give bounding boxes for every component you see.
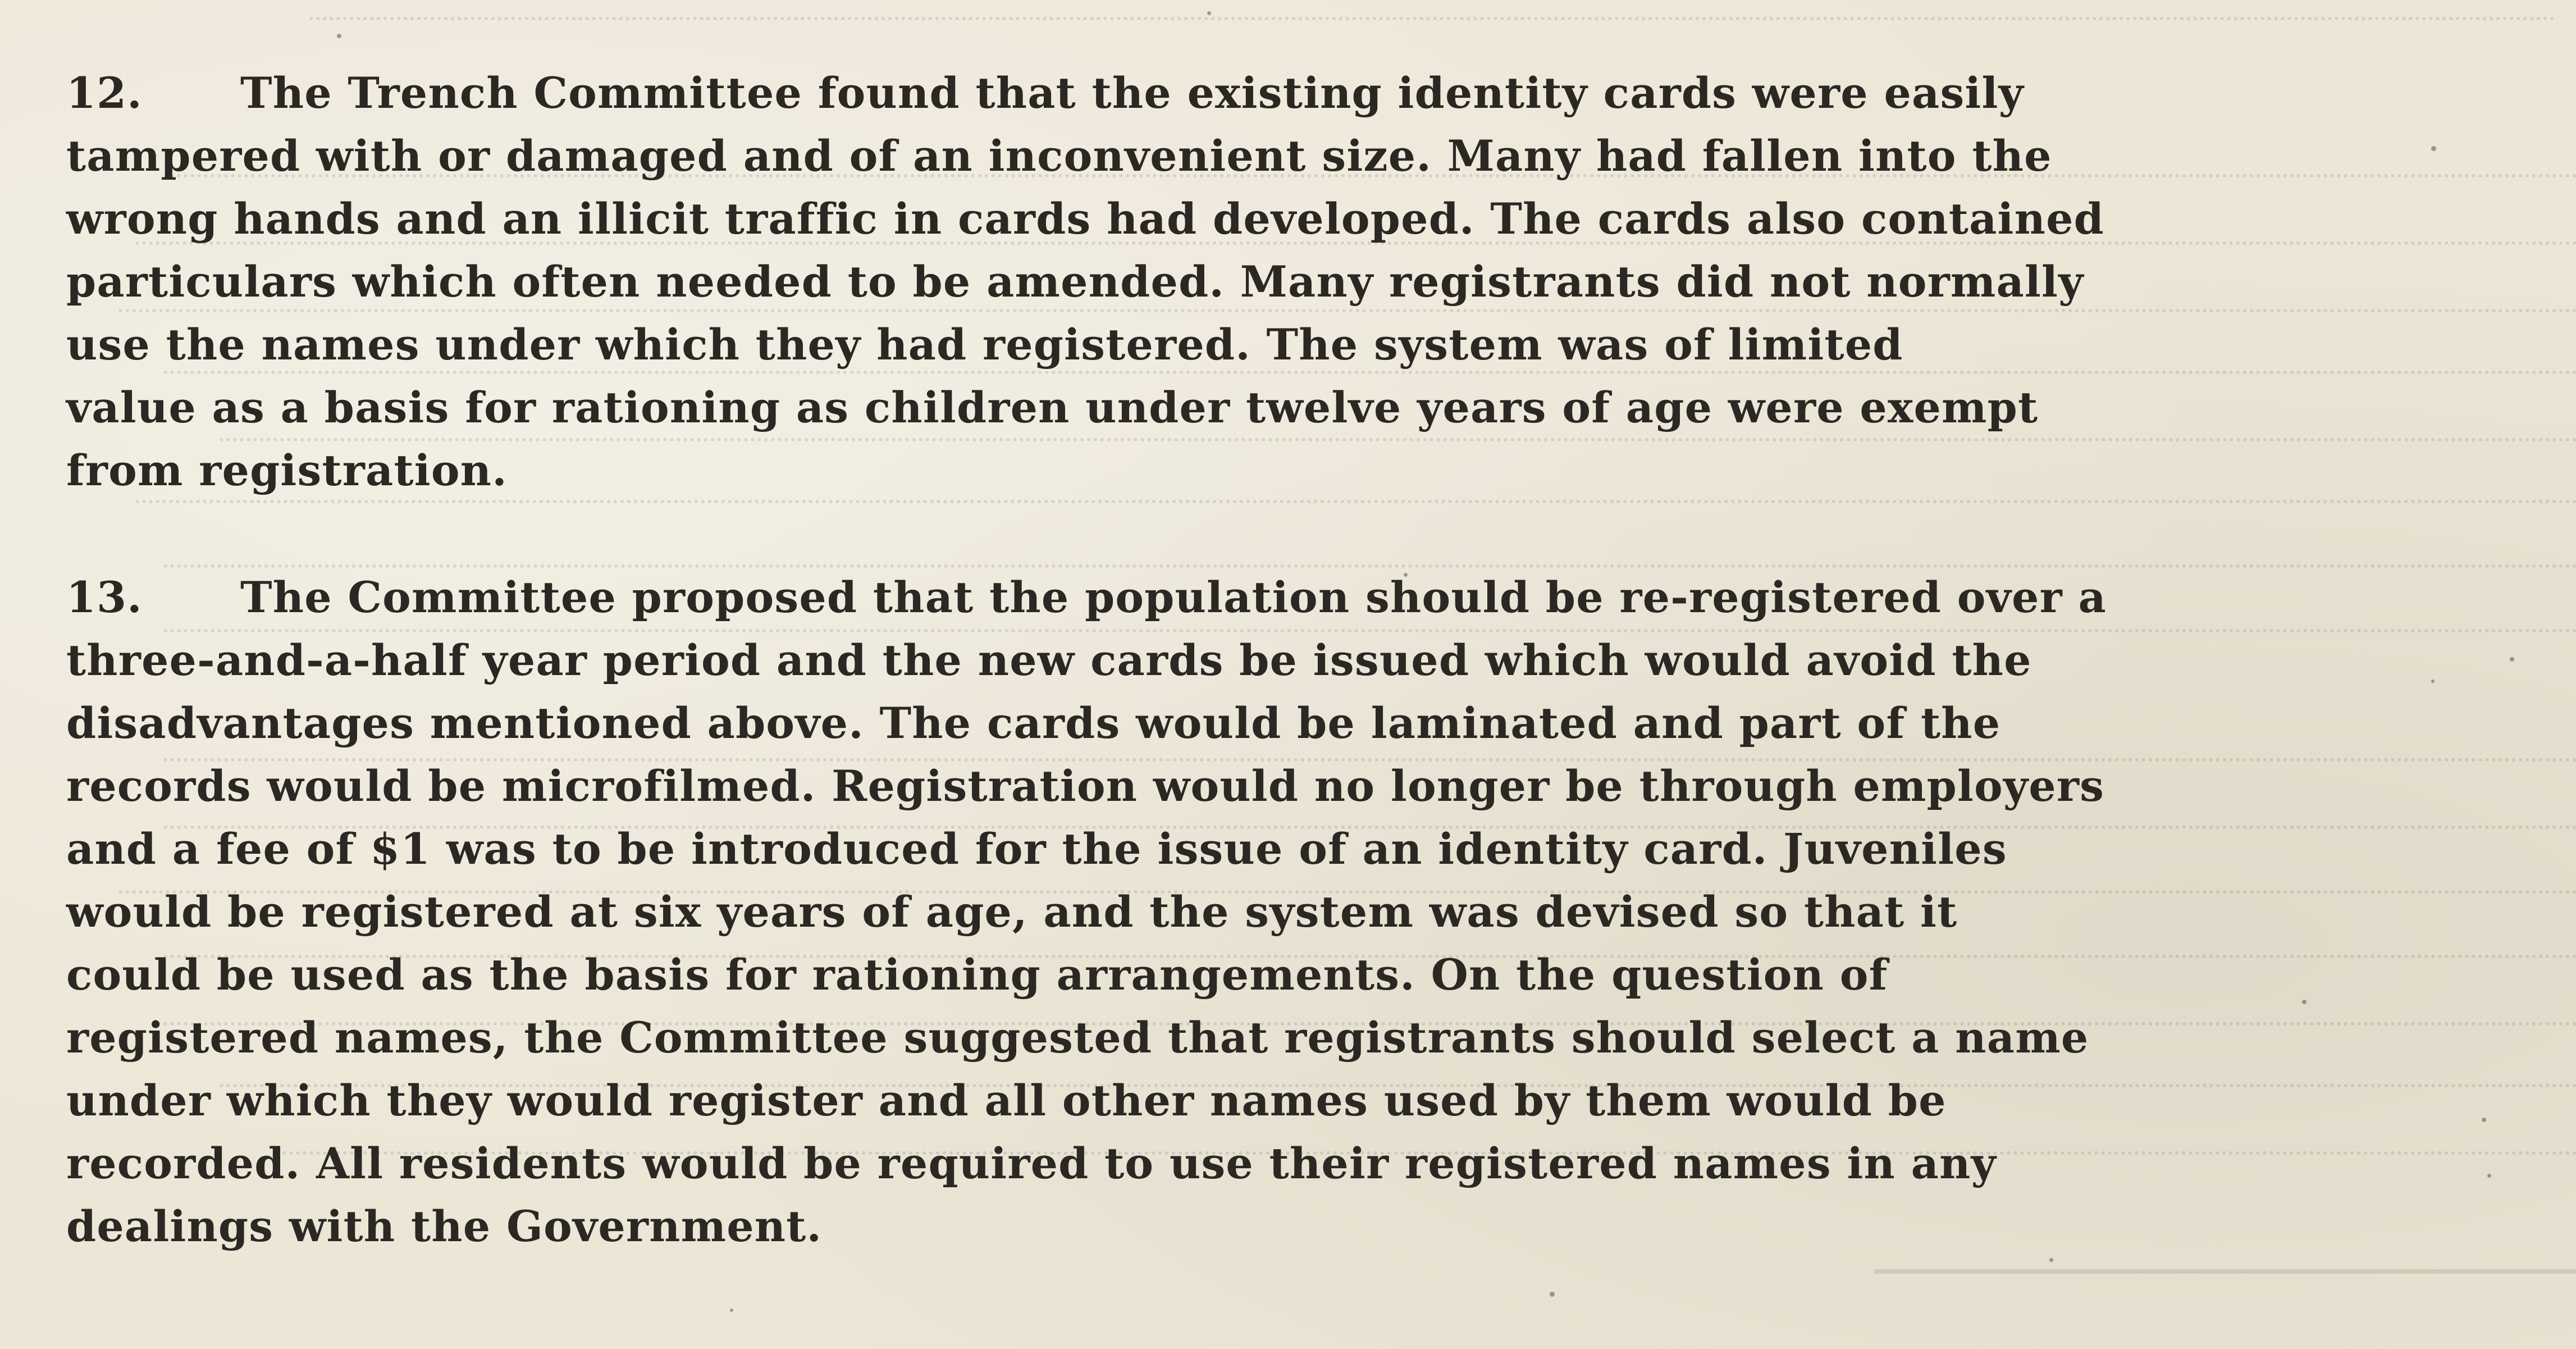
paragraph-text: The Committee proposed that the population should be re-registered over a [240, 572, 2107, 622]
paragraph-line: would be registered at six years of age, and the system was devised so that it [66, 887, 1958, 937]
paragraph-line: use the names under which they had registered. The system was of limited [66, 320, 1903, 370]
paragraph-line: particulars which often needed to be amended. Many registrants did not normally [66, 257, 2084, 307]
scan-speck [2510, 657, 2514, 662]
scan-speck [2482, 1118, 2486, 1122]
paragraph-line [66, 566, 2475, 629]
paragraph-line: registered names, the Committee suggested that registrants should select a name [66, 1013, 2089, 1063]
scan-speck [2049, 1258, 2053, 1262]
paragraph-number: 13. [66, 572, 143, 622]
paragraph-number: 12. [66, 68, 143, 118]
paragraph-line: records would be microfilmed. Registration would no longer be through employers [66, 761, 2105, 811]
scan-speck [1207, 11, 1211, 15]
paragraph-line: could be used as the basis for rationing arrangements. On the question of [66, 950, 1888, 1000]
paragraph-line: dealings with the Government. [66, 1201, 823, 1251]
scan-speck [337, 34, 341, 38]
paragraph-line [66, 62, 2475, 125]
paragraph-12 [66, 62, 2475, 502]
paragraph-line: wrong hands and an illicit traffic in cards had developed. The cards also contained [66, 194, 2104, 244]
paragraph-line: under which they would register and all other names used by them would be [66, 1075, 1947, 1125]
scan-speck [2487, 1174, 2491, 1178]
paragraph-line: three-and-a-half year period and the new cards be issued which would avoid the [66, 635, 2032, 685]
paragraph-line: tampered with or damaged and of an inconvenient size. Many had fallen into the [66, 131, 2052, 181]
paragraph-line: recorded. All residents would be required to use their registered names in any [66, 1138, 1997, 1188]
scan-speck [1550, 1292, 1555, 1297]
paragraph-line: value as a basis for rationing as children under twelve years of age were exempt [66, 382, 2039, 432]
paragraph-line: and a fee of $1 was to be introduced for the issue of an identity card. Juveniles [66, 824, 2007, 874]
scan-speck [730, 1309, 733, 1312]
paragraph-13 [66, 566, 2475, 1258]
paragraph-text: The Trench Committee found that the existing identity cards were easily [240, 68, 2024, 118]
paragraph-line: from registration. [66, 445, 508, 495]
paragraph-line: disadvantages mentioned above. The cards would be laminated and part of the [66, 698, 2001, 748]
